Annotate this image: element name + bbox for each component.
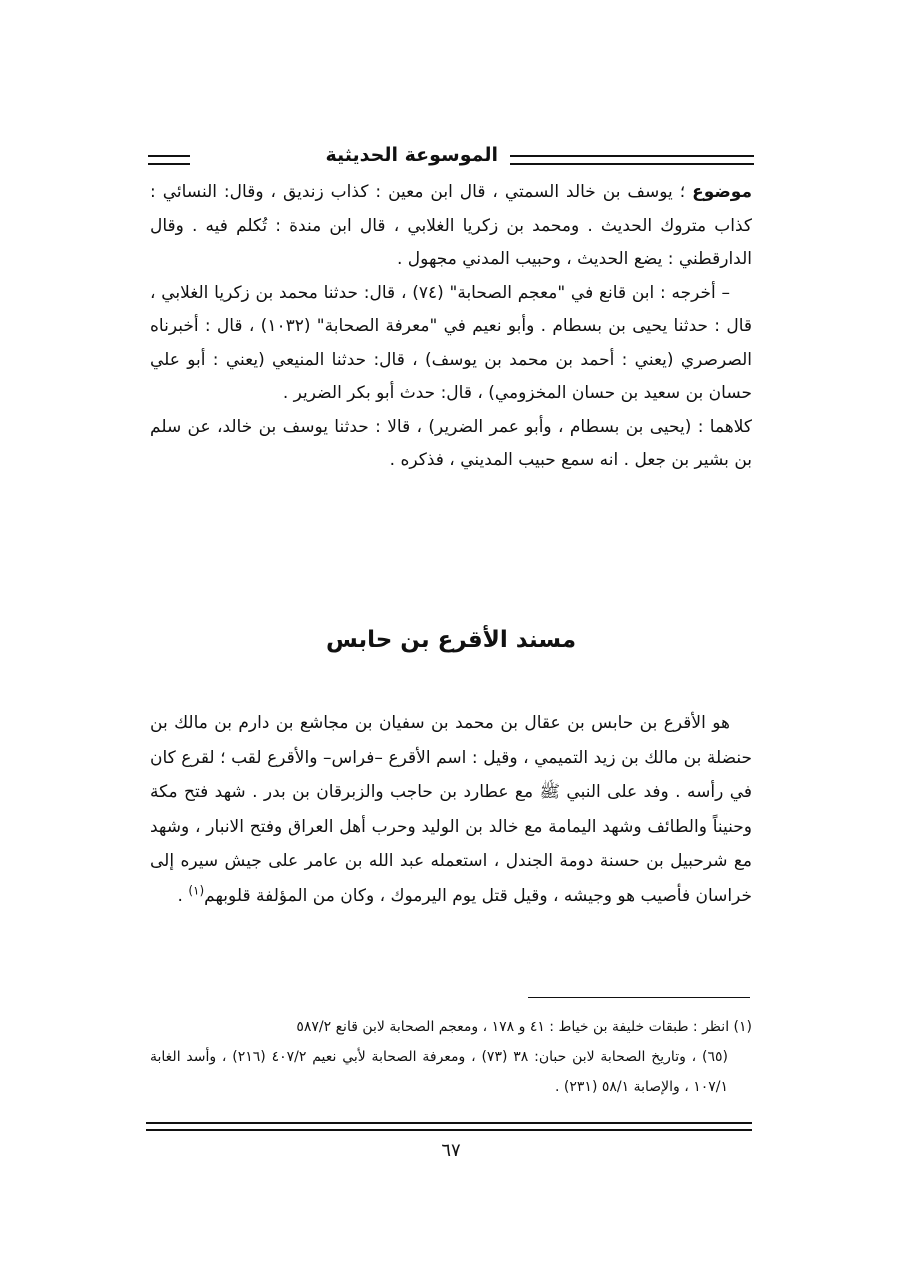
page-number: ٦٧ (441, 1140, 461, 1161)
hadith-commentary (150, 176, 752, 478)
footnote-marker[interactable]: (١) (188, 882, 205, 897)
takhrij-paragraph: – أخرجه : ابن قانع في "معجم الصحابة" (٧٤) ، قال: حدثنا محمد بن زكريا الغلابي ، قال : حدثنا يحيى بن بسطام . وأبو نعيم في "معرفة الصحابة" (١٠٣٢) ، قال : أخبرناه الصرصري (يعني : أحمد بن محمد بن يوسف) ، قال: حدثنا المنيعي (يعني : أبو علي حسان بن سعيد بن حسان المخزومي) ، قال: حدث أبو بكر الضرير . (150, 282, 753, 403)
footnote-line-1: (١) انظر : طبقات خليفة بن خياط : ٤١ و ١٧٨ ، ومعجم الصحابة لابن قانع ٥٨٧/٢ (296, 1019, 752, 1035)
footnote-separator (528, 997, 750, 998)
grading-label: موضوع (692, 182, 752, 202)
biography-paragraph (150, 706, 752, 913)
grading-paragraph (150, 176, 752, 277)
header-rule-left (148, 155, 190, 165)
footnotes (150, 1012, 752, 1102)
grading-text: ؛ يوسف بن خالد السمتي ، قال ابن معين : كذاب زنديق ، وقال: النسائي : كذاب متروك الحديث . ومحمد بن زكريا الغلابي ، قال ابن مندة : تُكلم فيه . وقال الدارقطني : يضع الحديث ، وحبيب المدني مجهول . (150, 182, 752, 269)
section-title: مسند الأقرع بن حابس (325, 627, 577, 653)
running-header (148, 140, 754, 172)
footnote-line-2: (٦٥) ، وتاريخ الصحابة لابن حبان: ٣٨ (٧٣) ، ومعرفة الصحابة لأبي نعيم ٤٠٧/٢ (٢١٦) ، وأسد الغابة ١٠٧/١ ، والإصابة ٥٨/١ (٢٣١) . (150, 1049, 728, 1095)
chain-paragraph: كلاهما : (يحيى بن بسطام ، وأبو عمر الضرير) ، قالا : حدثنا يوسف بن خالد، عن سلم بن بشير بن جعل . انه سمع حبيب المديني ، فذكره . (150, 416, 752, 470)
header-title: الموسوعة الحديثية (325, 144, 498, 166)
biography-text: هو الأقرع بن حابس بن عقال بن محمد بن سفيان بن مجاشع بن دارم بن مالك بن حنضلة بن مالك بن زيد التميمي ، وقيل : اسم الأقرع –فراس– والأقرع لقب ؛ لقرع كان في رأسه . وفد على النبي ﷺ مع عطارد بن حاجب والزبرقان بن بدر . شهد فتح مكة وحنيناً والطائف وشهد اليمامة مع خالد بن الوليد وحرب أهل العراق وفتح الانبار ، وشهد مع شرحبيل بن حسنة دومة الجندل ، استعمله عبد الله بن عامر على جيش سيره إلى خراسان فأصيب هو وجيشه ، وقيل قتل يوم اليرموك ، وكان من المؤلفة قلوبهم (150, 713, 752, 906)
header-rule-right (510, 155, 754, 165)
footer-rule (146, 1122, 752, 1131)
biography-block (150, 706, 752, 913)
biography-end: . (177, 885, 189, 906)
